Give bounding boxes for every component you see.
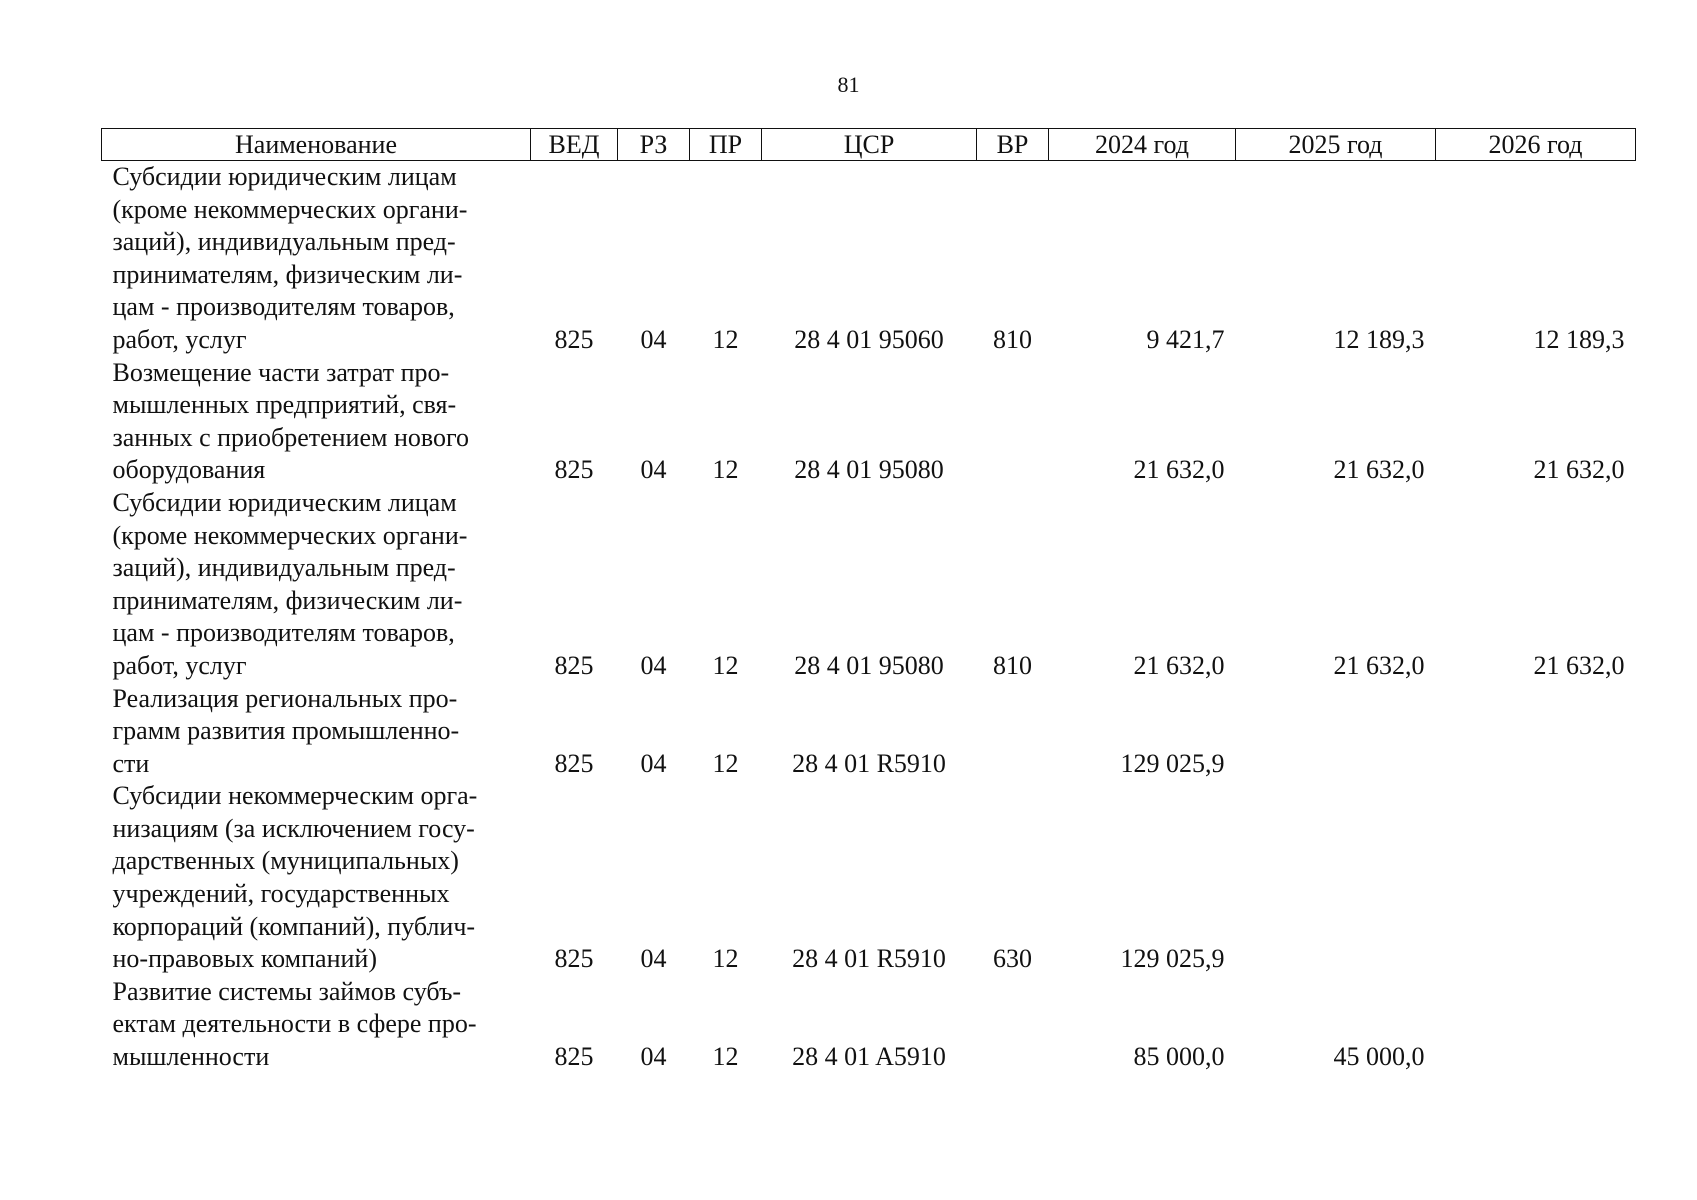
header-pr: ПР [690,129,762,161]
row-2026 [1436,976,1636,1074]
row-2024: 9 421,7 [1146,324,1225,354]
row-csr: 28 4 01 R5910 [792,748,946,778]
row-2025 [1236,683,1436,781]
row-name: Развитие системы займов субъ- ектам деятельности в сфере про- мышленности [112,976,477,1072]
row-csr: 28 4 01 95060 [794,324,944,354]
table-row [102,161,1636,357]
row-rz: 04 [640,944,667,974]
table-row [102,976,1636,1074]
table-row [102,683,1636,781]
header-2024: 2024 год [1049,129,1236,161]
row-2025: 45 000,0 [1333,1042,1425,1072]
row-pr: 12 [712,324,739,354]
header-row [102,129,1636,161]
row-pr: 12 [712,455,739,485]
row-vr [977,357,1049,487]
page-number: 81 [837,72,860,97]
row-ved: 825 [554,944,594,974]
row-vr: 630 [993,944,1032,974]
row-vr [977,683,1049,781]
row-name: Субсидии некоммерческим орга- низациям (за исключением госу- дарственных (муниципальных) учреждений, государственных корпораций (компаний), публич- но-правовых компаний) [112,781,478,974]
table-body [102,161,1636,1074]
row-csr: 28 4 01 R5910 [792,944,946,974]
row-name: Субсидии юридическим лицам (кроме некоммерческих органи- заций), индивидуальным пред- принимателям, физическим ли- цам - производителям товаров, работ, услуг [112,487,468,680]
row-ved: 825 [554,1042,594,1072]
table-row [102,357,1636,487]
row-2025: 12 189,3 [1333,324,1425,354]
row-2024: 129 025,9 [1120,944,1225,974]
row-2026 [1436,683,1636,781]
row-2025: 21 632,0 [1333,650,1425,680]
row-vr [977,976,1049,1074]
row-csr: 28 4 01 A5910 [792,1042,946,1072]
row-name: Возмещение части затрат про- мышленных предприятий, свя- занных с приобретением нового оборудования [112,357,469,485]
row-pr: 12 [712,1042,739,1072]
row-rz: 04 [640,1042,667,1072]
row-2024: 21 632,0 [1133,650,1225,680]
row-vr: 810 [993,324,1032,354]
table-header [102,129,1636,161]
row-2026: 12 189,3 [1533,324,1625,354]
row-ved: 825 [554,455,594,485]
header-name: Наименование [102,129,531,161]
row-rz: 04 [640,650,667,680]
row-2025 [1236,780,1436,976]
row-vr: 810 [993,650,1032,680]
row-rz: 04 [640,324,667,354]
row-pr: 12 [712,748,739,778]
row-csr: 28 4 01 95080 [794,650,944,680]
row-pr: 12 [712,650,739,680]
row-ved: 825 [554,748,594,778]
table-row [102,780,1636,976]
row-ved: 825 [554,650,594,680]
row-2026 [1436,780,1636,976]
row-2024: 85 000,0 [1133,1042,1225,1072]
row-rz: 04 [640,748,667,778]
header-ved: ВЕД [531,129,618,161]
header-2025: 2025 год [1236,129,1436,161]
budget-table [101,128,1636,1074]
row-name: Субсидии юридическим лицам (кроме некоммерческих органи- заций), индивидуальным пред- принимателям, физическим ли- цам - производителям товаров, работ, услуг [112,162,468,354]
row-2026: 21 632,0 [1533,455,1625,485]
row-2024: 129 025,9 [1120,748,1225,778]
header-csr: ЦСР [762,129,977,161]
row-2026: 21 632,0 [1533,650,1625,680]
header-vr: ВР [977,129,1049,161]
header-rz: РЗ [618,129,690,161]
row-2025: 21 632,0 [1333,455,1425,485]
row-csr: 28 4 01 95080 [794,455,944,485]
row-ved: 825 [554,324,594,354]
header-2026: 2026 год [1436,129,1636,161]
row-rz: 04 [640,455,667,485]
table-row [102,487,1636,683]
row-name: Реализация региональных про- грамм развития промышленно- сти [112,683,460,778]
row-pr: 12 [712,944,739,974]
row-2024: 21 632,0 [1133,455,1225,485]
